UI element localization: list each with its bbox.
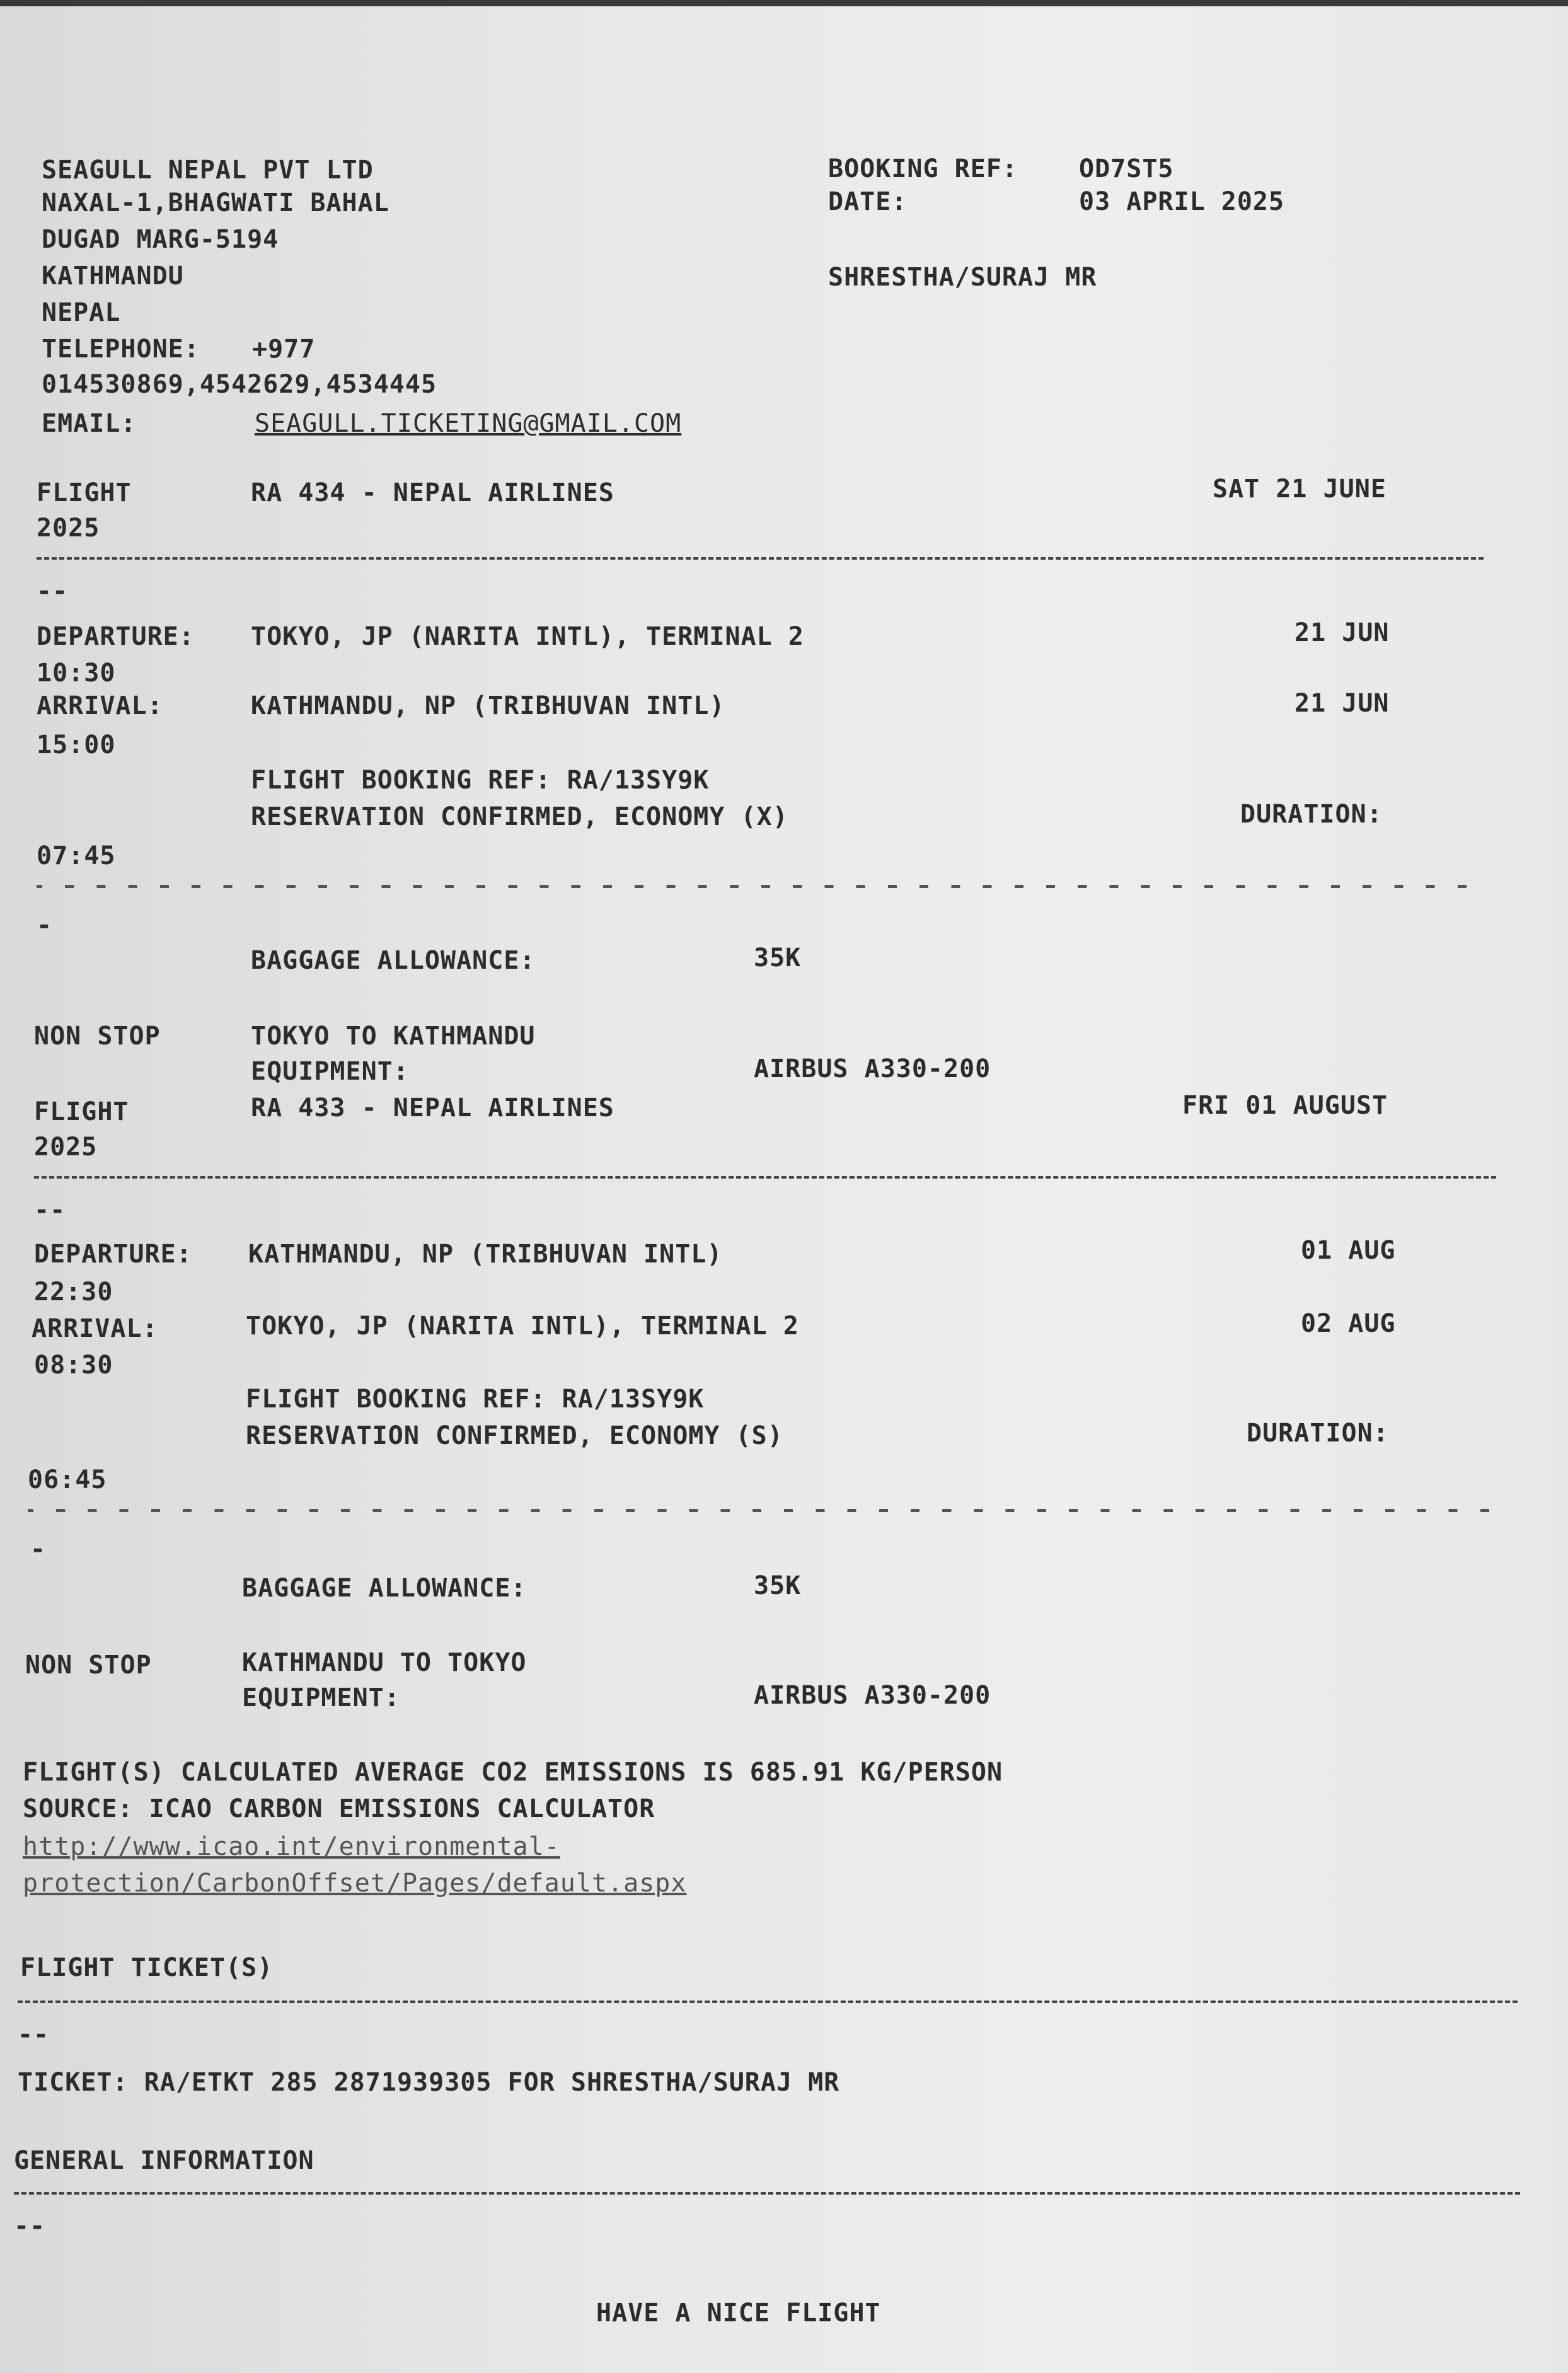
ticket-number: TICKET: RA/ETKT 285 2871939305 FOR SHRESTHA/SURAJ MR	[18, 2068, 840, 2097]
flight1-baggage-value: 35K	[754, 944, 802, 973]
booking-ref-label: BOOKING REF:	[828, 154, 1018, 183]
flight1-arrival-date: 21 JUN	[1294, 689, 1390, 718]
flight1-year: 2025	[37, 514, 100, 543]
flight1-arrival-time: 15:00	[37, 730, 116, 759]
flight1-duration-label: DURATION:	[1240, 800, 1383, 829]
flight1-equipment-value: AIRBUS A330-200	[754, 1054, 991, 1083]
flight1-booking-ref: FLIGHT BOOKING REF: RA/13SY9K	[251, 766, 710, 795]
flight2-stop: NON STOP	[25, 1651, 152, 1680]
flight1-departure-airport: TOKYO, JP (NARITA INTL), TERMINAL 2	[251, 622, 804, 651]
flight1-arrival-airport: KATHMANDU, NP (TRIBHUVAN INTL)	[251, 691, 725, 720]
flight1-stop: NON STOP	[34, 1022, 161, 1051]
separator-dot: -	[37, 911, 53, 940]
flight1-route: TOKYO TO KATHMANDU	[251, 1022, 536, 1051]
flight2-duration: 06:45	[28, 1465, 107, 1494]
separator-tail: --	[18, 2020, 50, 2049]
icao-link-line1[interactable]: http://www.icao.int/environmental-	[23, 1832, 560, 1861]
separator-dot: -	[30, 1535, 47, 1564]
booking-date-value: 03 APRIL 2025	[1079, 187, 1285, 216]
flight1-equipment-label: EQUIPMENT:	[251, 1057, 409, 1086]
tickets-heading: FLIGHT TICKET(S)	[20, 1953, 274, 1982]
passenger-name: SHRESTHA/SURAJ MR	[828, 263, 1097, 292]
separator-line	[37, 885, 1484, 888]
flight1-departure-label: DEPARTURE:	[37, 622, 195, 651]
separator-line	[14, 2192, 1520, 2195]
flight2-arrival-date: 02 AUG	[1301, 1309, 1396, 1338]
flight2-arrival-time: 08:30	[34, 1351, 113, 1380]
email-label: EMAIL:	[42, 409, 137, 438]
flight2-arrival-airport: TOKYO, JP (NARITA INTL), TERMINAL 2	[246, 1312, 799, 1341]
flight2-departure-label: DEPARTURE:	[34, 1240, 192, 1269]
separator-line	[37, 557, 1484, 560]
separator-line	[34, 1176, 1496, 1179]
flight2-baggage-value: 35K	[754, 1571, 802, 1600]
agency-address-line1: NAXAL-1,BHAGWATI BAHAL	[42, 188, 389, 217]
flight2-baggage-label: BAGGAGE ALLOWANCE:	[242, 1574, 527, 1603]
flight1-baggage-label: BAGGAGE ALLOWANCE:	[251, 946, 536, 975]
flight2-route: KATHMANDU TO TOKYO	[242, 1648, 527, 1677]
flight1-duration: 07:45	[37, 841, 116, 870]
separator-line	[28, 1509, 1502, 1512]
flight1-number: RA 434 - NEPAL AIRLINES	[251, 478, 614, 507]
booking-date-label: DATE:	[828, 187, 908, 216]
flight1-date: SAT 21 JUNE	[1213, 475, 1386, 504]
separator-line	[18, 2001, 1518, 2003]
flight2-equipment-value: AIRBUS A330-200	[754, 1681, 991, 1710]
flight2-arrival-label: ARRIVAL:	[32, 1314, 158, 1343]
general-information-heading: GENERAL INFORMATION	[14, 2146, 314, 2175]
icao-link-line2[interactable]: protection/CarbonOffset/Pages/default.aspx	[23, 1869, 687, 1898]
flight2-departure-airport: KATHMANDU, NP (TRIBHUVAN INTL)	[248, 1240, 723, 1269]
flight2-label: FLIGHT	[34, 1097, 129, 1126]
flight2-booking-ref: FLIGHT BOOKING REF: RA/13SY9K	[246, 1385, 705, 1414]
flight2-departure-date: 01 AUG	[1301, 1236, 1396, 1265]
telephone-numbers: 014530869,4542629,4534445	[42, 370, 437, 399]
flight1-arrival-label: ARRIVAL:	[37, 691, 163, 720]
flight1-departure-date: 21 JUN	[1294, 618, 1390, 647]
flight1-label: FLIGHT	[37, 478, 132, 507]
flight2-departure-time: 22:30	[34, 1278, 113, 1307]
separator-tail: --	[37, 577, 69, 606]
emissions-source: SOURCE: ICAO CARBON EMISSIONS CALCULATOR	[23, 1794, 655, 1823]
booking-ref-value: OD7ST5	[1079, 154, 1174, 183]
agency-address-line2: DUGAD MARG-5194	[42, 225, 279, 254]
flight2-reservation: RESERVATION CONFIRMED, ECONOMY (S)	[246, 1421, 783, 1450]
flight2-equipment-label: EQUIPMENT:	[242, 1683, 400, 1712]
separator-tail: --	[14, 2212, 46, 2241]
emissions-statement: FLIGHT(S) CALCULATED AVERAGE CO2 EMISSIONS IS 685.91 KG/PERSON	[23, 1758, 1003, 1787]
telephone-code: +977	[252, 335, 316, 364]
separator-tail: --	[34, 1196, 66, 1225]
flight2-duration-label: DURATION:	[1247, 1419, 1389, 1448]
agency-city: KATHMANDU	[42, 262, 184, 291]
telephone-label: TELEPHONE:	[42, 335, 200, 364]
flight2-number: RA 433 - NEPAL AIRLINES	[251, 1094, 614, 1123]
flight1-departure-time: 10:30	[37, 659, 116, 688]
flight1-reservation: RESERVATION CONFIRMED, ECONOMY (X)	[251, 802, 788, 831]
closing-message: HAVE A NICE FLIGHT	[596, 2299, 881, 2328]
agency-name: SEAGULL NEPAL PVT LTD	[42, 156, 374, 185]
flight2-date: FRI 01 AUGUST	[1182, 1091, 1388, 1120]
flight2-year: 2025	[34, 1133, 98, 1162]
agency-email-link[interactable]: SEAGULL.TICKETING@GMAIL.COM	[255, 409, 682, 438]
agency-country: NEPAL	[42, 298, 121, 327]
